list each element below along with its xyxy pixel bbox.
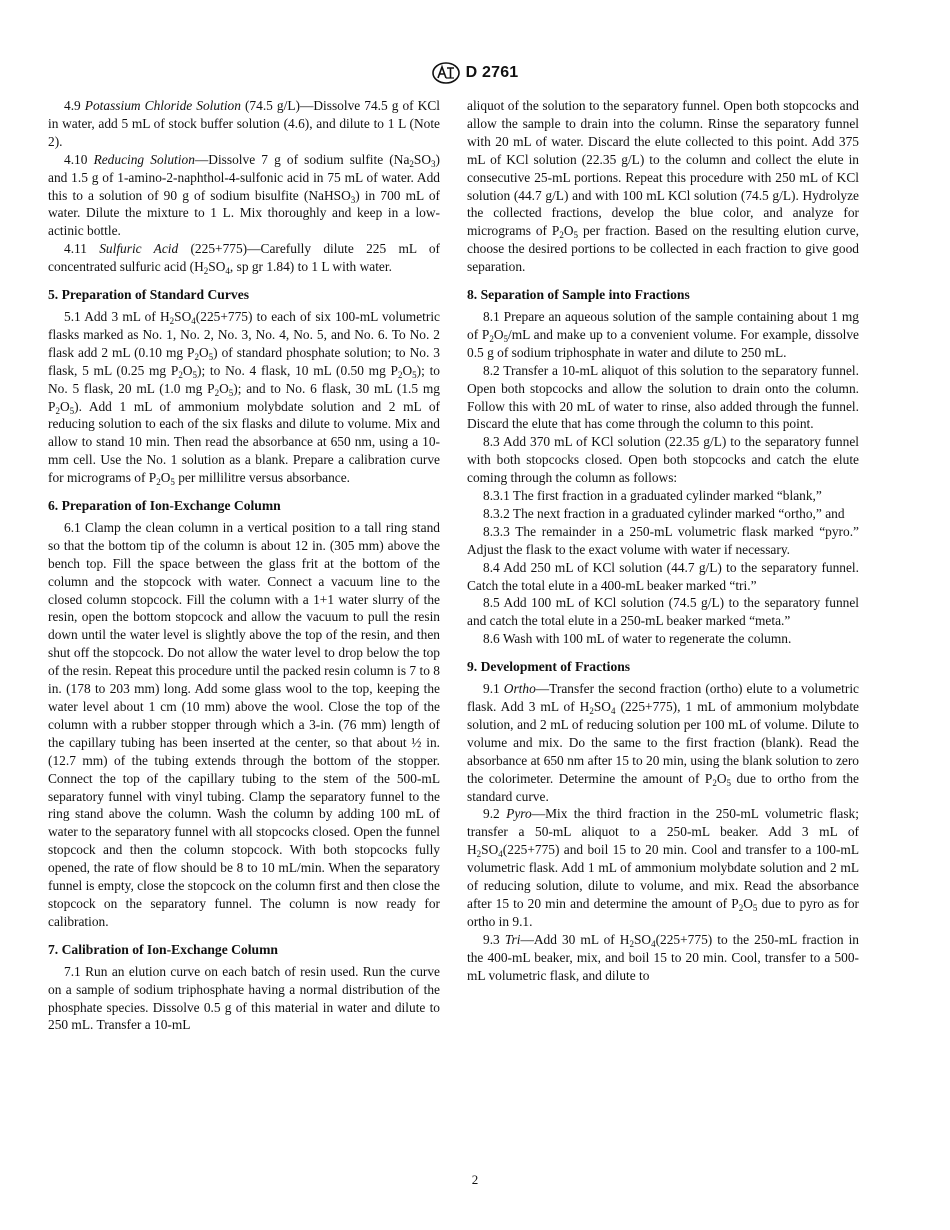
paragraph-8-4: 8.4 Add 250 mL of KCl solution (44.7 g/L) to the separatory funnel. Catch the total elute in a 400-mL beaker marked “tri.” [467, 559, 859, 593]
paragraph-9-1: 9.1 Ortho—Transfer the second fraction (ortho) elute to a volumetric flask. Add 3 mL of $H_2SO_4$ (225+775), 1 mL of ammonium molybdate solution, and 2 mL of reducing solution per 100 mL of volume. Dilute to volume and mix. Do the same to the first fraction (blank). Read the absorbance at 650 nm after 15 to 20 min, using the blank solution to zero the colorimeter. Determine the amount of $P_2O_5$ due to ortho from the standard curve. [467, 681, 859, 804]
paragraph-6-1: 6.1 Clamp the clean column in a vertical position to a tall ring stand so that the bottom tip of the column is about 12 in. (305 mm) above the bench top. Fill the space between the glass frit at the bottom of the column and the stopcock with water. Connect a vacuum line to the closed column stopcock. Fill the column with a 1+1 water slurry of the resin, open the bottom stopcock and allow the vacuum to pull the resin down until the water level is slightly above the top of the resin, and then shut off the stopcock. Do not allow the water level to drop below the top of the resin. Repeat this procedure until the packed resin column is 7 to 8 in. (178 to 203 mm) long. Add some glass wool to the top, keeping the water level about 1 cm (10 mm) above the wool. Close the top of the column with a rubber stopper through which a 3-in. (76 mm) length of the capillary tubing has been inserted at the center, so that about ½ in. (12.7 mm) of the tubing extends through the bottom of the stopper. Connect the top of the capillary tubing to the stem of the 500-mL separatory funnel with vinyl tubing. Clamp the separatory funnel to the ring stand above the column. Wash the column by adding 100 mL of water to the separatory funnel with all stopcocks closed. Open the funnel stopcock and then the column stopcock. With both stopcocks fully opened, the rate of flow should be 8 to 10 mL/min. When the separatory funnel is empty, close the stopcock on the column first and then close the stopcock on the separatory funnel. The column is now ready for calibration. [48, 519, 440, 929]
paragraph-8-1: 8.1 Prepare an aqueous solution of the sample containing about 1 mg of $P_2O_5/mL$ and make up to a convenient volume. For example, dissolve 0.5 g of sodium triphosphate in water and dilute to 250 mL. [467, 308, 860, 360]
left-column [48, 97, 440, 1034]
paragraph-7-1: 7.1 Run an elution curve on each batch of resin used. Run the curve on a sample of sodium triphosphate having a normal distribution of the phosphate species. Dissolve 0.5 g of this material in water and dilute to 250 mL. Transfer a 10-mL [48, 963, 440, 1033]
right-column [467, 97, 859, 985]
paragraph-8-2: 8.2 Transfer a 10-mL aliquot of this solution to the separatory funnel. Open both stopcocks and allow the solution to drain onto the column. Follow this with 20 mL of water to rinse, also added through the funnel. Discard the elute that has come through the column to this point. [467, 362, 859, 432]
paragraph-9-2: 9.2 Pyro—Mix the third fraction in the 250-mL volumetric flask; transfer a 50-mL aliquot to a 250-mL beaker. Add 3 mL of $H_2SO_4(225+775)$ and boil 15 to 20 min. Cool and transfer to a 100-mL volumetric flask. Add 1 mL of ammonium molybdate solution and 2 mL of reducing solution, dilute to volume, and mix. Read the absorbance after 15 to 20 min and determine the amount of $P_2O_5$ due to pyro as for ortho in 9.1. [467, 806, 859, 929]
paragraph-7-1-continued: aliquot of the solution to the separatory funnel. Open both stopcocks and allow the sample to drain into the column. Rinse the separatory funnel with 20 mL of water. Discard the elute collected to this point. Add 375 mL of KCl solution (22.35 g/L) to the column and collect the elute in consecutive 25-mL portions. Repeat this procedure with 250 mL of KCl solution (44.7 g/L) and with 100 mL KCl solution (74.5 g/L). Hydrolyze the collected fractions, develop the blue color, and analyze for micrograms of $P_2O_5$ per fraction. Based on the resulting elution curve, choose the desired portions to be collected in each fraction to give good separation. [467, 98, 859, 275]
section-heading-6: 6. Preparation of Ion-Exchange Column [48, 498, 281, 514]
paragraph-4-11: 4.11 Sulfuric Acid (225+775)—Carefully dilute 225 mL of concentrated sulfuric acid ($H_2SO_4$, sp gr 1.84) to 1 L with water. [48, 241, 440, 277]
page-header [0, 62, 950, 84]
paragraph-8-3-3: 8.3.3 The remainder in a 250-mL volumetric flask marked “pyro.” Adjust the flask to the exact volume with water if necessary. [467, 523, 859, 557]
section-heading-7: 7. Calibration of Ion-Exchange Column [48, 941, 278, 957]
paragraph-8-3-1: 8.3.1 The first fraction in a graduated cylinder marked “blank,” [483, 488, 822, 504]
paragraph-8-6: 8.6 Wash with 100 mL of water to regenerate the column. [483, 631, 792, 647]
paragraph-9-3: 9.3 Tri—Add 30 mL of $H_2SO_4(225+775)$ to the 250-mL fraction in the 400-mL beaker, mix, and boil 15 to 20 min. Cool, transfer to a 500-mL volumetric flask, and dilute to [467, 931, 859, 983]
section-heading-9: 9. Development of Fractions [467, 659, 631, 675]
paragraph-8-5: 8.5 Add 100 mL of KCl solution (74.5 g/L) to the separatory funnel and catch the total elute in a 250-mL beaker marked “meta.” [467, 595, 859, 629]
paragraph-4-9: 4.9 Potassium Chloride Solution (74.5 g/L)—Dissolve 74.5 g of KCl in water, add 5 mL of stock buffer solution (4.6), and dilute to 1 L (Note 2). [48, 98, 440, 149]
section-heading-8: 8. Separation of Sample into Fractions [467, 287, 690, 303]
astm-logo-icon [432, 62, 460, 84]
paragraph-8-3-2: 8.3.2 The next fraction in a graduated cylinder marked “ortho,” and [483, 505, 845, 521]
paragraph-8-3: 8.3 Add 370 mL of KCl solution (22.35 g/L) to the separatory funnel with both stopcocks closed. Open both stopcocks and catch the elute coming through the column as follows: [467, 434, 859, 486]
page-number: 2 [471, 1172, 479, 1187]
document-number: D 2761 [465, 64, 519, 81]
section-heading-5: 5. Preparation of Standard Curves [48, 287, 250, 303]
paragraph-4-10: 4.10 Reducing Solution—Dissolve 7 g of sodium sulfite $(Na_2SO_3)$ and 1.5 g of 1-amino-2-naphthol-4-sulfonic acid in 75 mL of water. Add this to a solution of 90 g of sodium bisulfite (NaHSO$_3$) in 700 mL of water. Dilute the mixture to 1 L. Mix thoroughly and keep in a low-actinic bottle. [48, 151, 440, 239]
paragraph-5-1: 5.1 Add 3 mL of $H_2SO_4(225+775)$ to each of six 100-mL volumetric flasks marked as No. 1, No. 2, No. 3, No. 4, No. 5, and No. 6. To No. 2 flask add 2 mL (0.10 mg $P_2O_5$) of standard phosphate solution; to No. 3 flask, 5 mL (0.25 mg $P_2O_5$); to No. 4 flask, 10 mL (0.50 mg $P_2O_5$); to No. 5 flask, 20 mL (1.0 mg $P_2O_5$); and to No. 6 flask, 30 mL (1.5 mg $P_2O_5$). Add 1 mL of ammonium molybdate solution and 2 mL of reducing solution to each of the six flasks and dilute to volume. Mix and allow to stand 10 min. Then read the absorbance at 650 nm, using a 10-mm cell. Use the No. 1 solution as a blank. Prepare a calibration curve for micrograms of $P_2O_5$ per millilitre versus absorbance. [48, 308, 441, 488]
